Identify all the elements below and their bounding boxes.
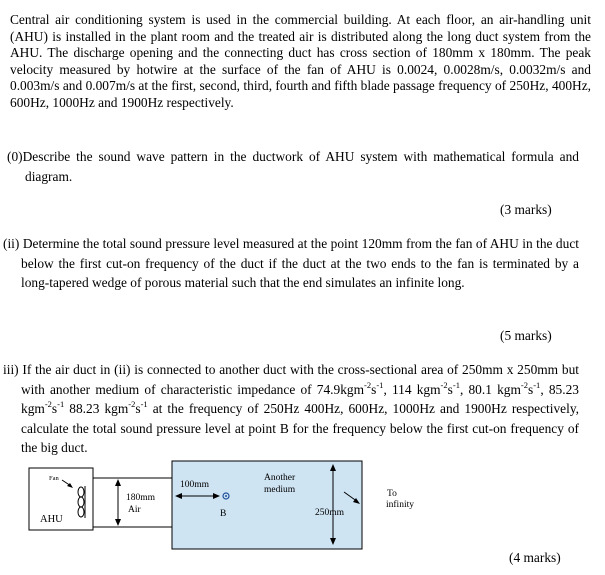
- big-duct-size-label: 250mm: [315, 508, 345, 518]
- intro-paragraph: Central air conditioning system is used in the commercial building. At each floor, an air-handling unit (AHU) is installed in the plant room and the treated air is distributed along the long duct system from the AHU. The discharge opening and the connecting duct has cross section of 180mm x 180mm. The peak velocity measured by hotwire at the surface of the fan of AHU is 0.0024, 0.0028m/s, 0.0032m/s and 0.003m/s and 0.007m/s at the first, second, third, fourth and fifth blade passage frequency of 250Hz, 400Hz, 600Hz, 1000Hz and 1900Hz respectively.: [10, 12, 591, 110]
- question-0-marks: (3 marks): [500, 202, 552, 217]
- to-infinity-label-line1: To: [387, 489, 397, 499]
- question-0-text: (0)Describe the sound wave pattern in the ductwork of AHU system with mathematical formula and diagram.: [7, 149, 579, 184]
- duct-diagram: [28, 458, 414, 553]
- fan-label: Fan: [49, 475, 59, 482]
- small-duct-size-label: 180mm: [126, 493, 156, 503]
- question-iii: [3, 360, 579, 458]
- question-iii-label: iii): [3, 362, 19, 377]
- point-b-label: B: [220, 509, 227, 519]
- question-ii-label: (ii): [3, 236, 20, 251]
- to-infinity-label-line2: infinity: [386, 500, 414, 510]
- duct-diagram-graphic: [28, 458, 408, 553]
- question-iii-text: iii) If the air duct in (ii) is connected to another duct with the cross-sectional area of 250mm x 250mm but with another medium of characteristic impedance of $74.9kgm^{-2}s^{-1}$, 114 $kgm^{-2}s^{-1}$, 80.1 $kgm^{-2}s^{-1}$, 85.23 $kgm^{-2}s^{-1}$ 88.23 $kgm^{-2}s^{-1}$ at the frequency of 250Hz 400Hz, 600Hz, 1000Hz and 1900Hz respectively, calculate the total sound pressure level at point B for the frequency below the first cut-on frequency of the big duct.: [3, 362, 579, 455]
- question-ii-marks: (5 marks): [500, 328, 552, 343]
- small-duct-medium-label: Air: [128, 505, 141, 515]
- distance-label: 100mm: [180, 480, 210, 490]
- small-duct-dimension-arrow: [115, 479, 121, 526]
- question-0-label: (0): [7, 149, 23, 164]
- medium-label-line1: Another: [264, 473, 296, 483]
- question-0: [7, 147, 579, 186]
- question-iii-marks: (4 marks): [509, 550, 561, 565]
- question-ii: [3, 234, 579, 293]
- medium-label-line2: medium: [264, 485, 296, 495]
- question-ii-text: (ii) Determine the total sound pressure level measured at the point 120mm from the fan of AHU in the duct below the first cut-on frequency of the duct if the duct at the two ends to the fan is terminated by a long-tapered wedge of porous material such that the end simulates an infinite long.: [3, 236, 579, 290]
- ahu-label: AHU: [40, 514, 63, 525]
